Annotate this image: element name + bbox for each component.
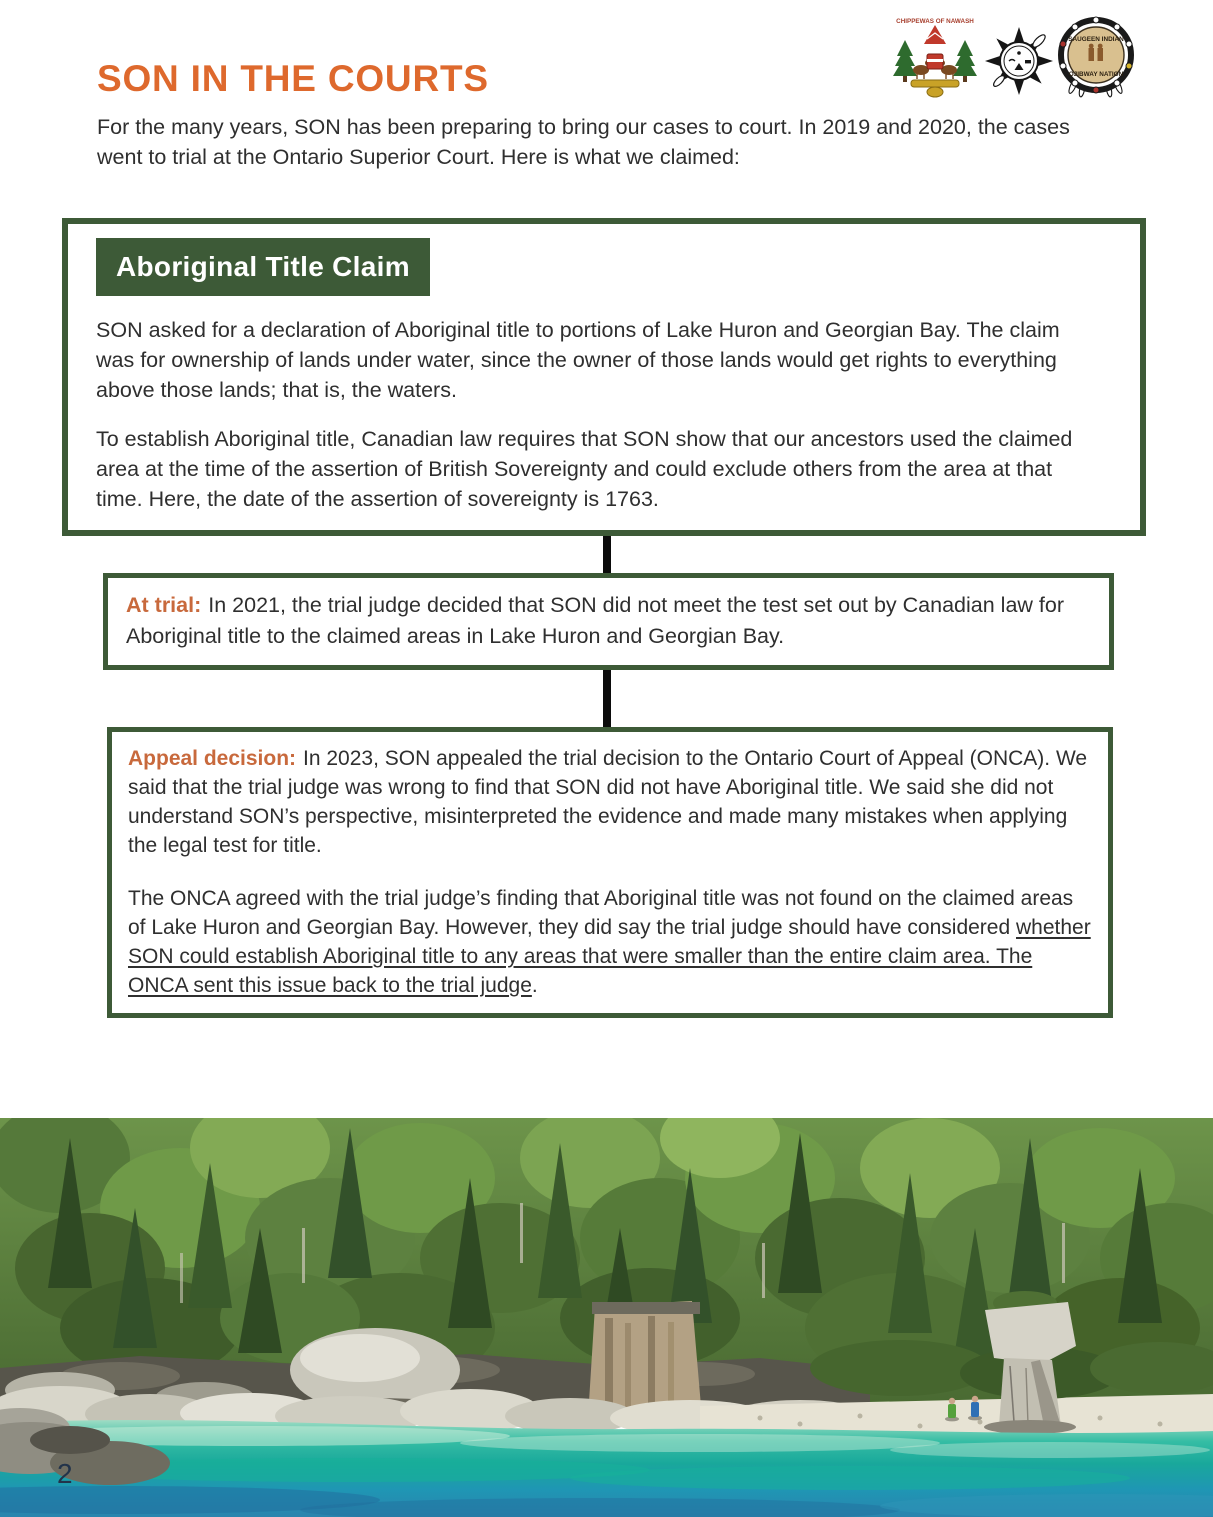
page-number: 2 (57, 1458, 73, 1489)
teepee-icon (924, 25, 946, 44)
at-trial-text: In 2021, the trial judge decided that SON did not meet the test set out by Canadian law for Aboriginal title to the claimed areas in Lake Huron and Georgian Bay. (126, 593, 1064, 648)
title-claim-paragraph-2: To establish Aboriginal title, Canadian law requires that SON show that our ancestors used the claimed area at the time of the assertion of British Sovereignty and could exclude others from the area at that time. Here, the date of the assertion of sovereignty is 1763. (96, 427, 1073, 511)
appeal-paragraph-1-text: In 2023, SON appealed the trial decision to the Ontario Court of Appeal (ONCA). We said that the trial judge was wrong to find that SON did not have Aboriginal title. We said she did not understand SON’s perspective, misinterpreted the evidence and made many mistakes when applying the legal test for title. (128, 747, 1088, 857)
drum-shield-icon (927, 54, 943, 69)
appeal-paragraph-2 (128, 884, 1092, 1000)
at-trial-box (103, 573, 1114, 670)
box-header-chip: Aboriginal Title Claim (96, 238, 430, 296)
appeal-decision-label: Appeal decision: (128, 747, 297, 770)
at-trial-label: At trial: (126, 593, 202, 617)
appeal-paragraph-2-underlined: whether SON could establish Aboriginal title to any areas that were smaller than the entire claim area. The ONCA sent this issue back to the trial judge (128, 916, 1091, 997)
appeal-paragraph-1 (128, 744, 1092, 860)
appeal-decision-box (107, 727, 1113, 1018)
page-title: SON IN THE COURTS (97, 58, 489, 99)
saugeen-arc-bottom-text: OJIBWAY NATION (1068, 71, 1124, 78)
aboriginal-title-claim-box (62, 218, 1146, 536)
pine-tree-icon (953, 40, 977, 82)
appeal-paragraph-2-prefix: The ONCA agreed with the trial judge’s finding that Aboriginal title was not found on the claimed areas of Lake Huron and Georgian Bay. However, they did say the trial judge should have considered (128, 887, 1074, 939)
saugeen-ojibway-nation-seal-logo (1054, 14, 1138, 102)
saugeen-arc-top-text: SAUGEEN INDIAN (1068, 36, 1124, 43)
intro-paragraph: For the many years, SON has been preparing to bring our cases to court. In 2019 and 2020, the cases went to trial at the Ontario Superior Court. Here is what we claimed: (97, 115, 1070, 169)
pine-tree-icon (893, 40, 917, 82)
banner-scroll-icon (911, 80, 959, 97)
appeal-paragraph-2-suffix: . (531, 974, 538, 997)
nawash-arc-text: CHIPPEWAS OF NAWASH (896, 18, 974, 25)
title-claim-paragraph-1: SON asked for a declaration of Aboriginal title to portions of Lake Huron and Georgian Bay. The claim was for ownership of lands under water, since the owner of those lands would get rights to everything above those lands; that is, the waters. (96, 318, 1060, 402)
chippewas-of-nawash-crest-logo (891, 12, 979, 104)
flow-connector-line (603, 670, 611, 727)
flow-connector-line (603, 536, 611, 573)
shoreline-photo (0, 1118, 1213, 1517)
medicine-wheel-emblem-logo (982, 24, 1056, 98)
water (0, 1420, 1213, 1517)
